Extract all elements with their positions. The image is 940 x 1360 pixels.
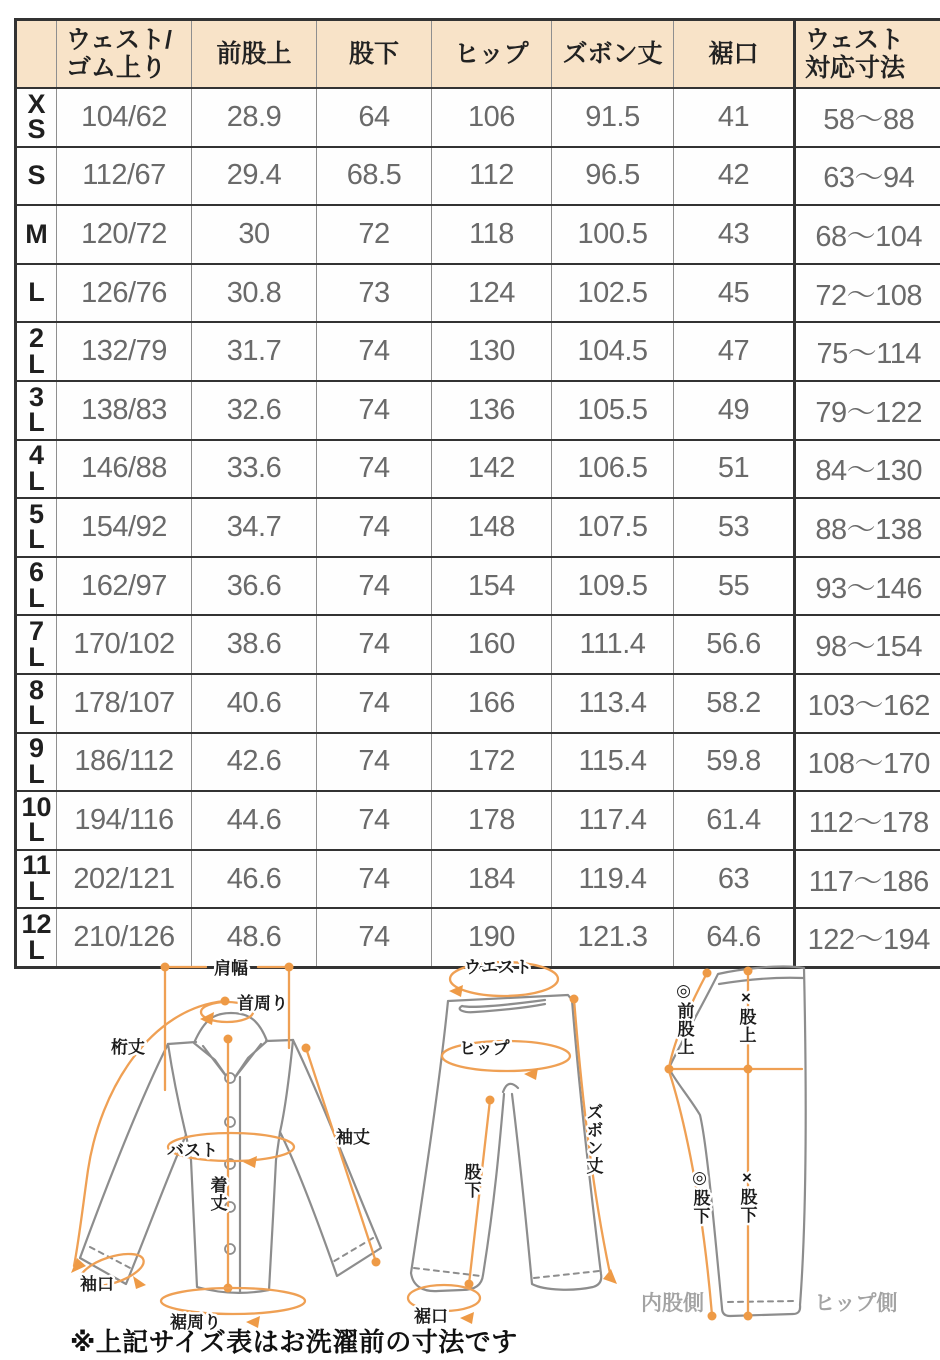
measure-dot xyxy=(372,1258,381,1267)
column-header: 股下 xyxy=(317,20,432,89)
sleeve-length-line xyxy=(306,1048,376,1262)
pants-waistband-detail xyxy=(460,1000,545,1012)
arrowhead xyxy=(603,1269,617,1284)
inseam-label: 股下 xyxy=(461,1163,481,1199)
measurement-cell: 32.6 xyxy=(192,381,317,440)
measurement-cell: 45 xyxy=(674,264,795,323)
measurement-cell: 28.9 xyxy=(192,88,317,147)
hem-around-label: 裾周り xyxy=(170,1313,221,1332)
measurement-cell: 74 xyxy=(317,615,432,674)
measurement-cell: 148 xyxy=(432,498,552,557)
size-label: L xyxy=(16,264,57,323)
size-label: 3 L xyxy=(16,381,57,440)
measurement-cell: 74 xyxy=(317,322,432,381)
measurement-cell: 74 xyxy=(317,440,432,499)
measurement-cell: 115.4 xyxy=(552,733,674,792)
measurement-cell: 55 xyxy=(674,557,795,616)
measurement-cell: 172 xyxy=(432,733,552,792)
measurement-cell: 33.6 xyxy=(192,440,317,499)
table-row xyxy=(16,557,940,616)
measurement-cell: 105.5 xyxy=(552,381,674,440)
measurement-cell: 42 xyxy=(674,147,795,206)
column-header: 裾口 xyxy=(674,20,795,89)
measurement-cell: 112/67 xyxy=(57,147,192,206)
measurement-cell: 68.5 xyxy=(317,147,432,206)
measurement-cell: 112〜178 xyxy=(795,791,940,850)
measurement-cell: 34.7 xyxy=(192,498,317,557)
measurement-cell: 117.4 xyxy=(552,791,674,850)
table-row xyxy=(16,615,940,674)
measurement-cell: 100.5 xyxy=(552,205,674,264)
inseam-x-label: ×股下 xyxy=(737,1168,757,1224)
size-label: 6 L xyxy=(16,557,57,616)
pants-side-diagram xyxy=(641,967,897,1321)
size-label: 9 L xyxy=(16,733,57,792)
table-row xyxy=(16,147,940,206)
measurement-cell: 38.6 xyxy=(192,615,317,674)
table-row xyxy=(16,440,940,499)
measurement-cell: 41 xyxy=(674,88,795,147)
measurement-cell: 63〜94 xyxy=(795,147,940,206)
table-row xyxy=(16,674,940,733)
measurement-cell: 96.5 xyxy=(552,147,674,206)
measurement-cell: 53 xyxy=(674,498,795,557)
measurement-cell: 190 xyxy=(432,908,552,967)
measurement-cell: 178 xyxy=(432,791,552,850)
measurement-cell: 58〜88 xyxy=(795,88,940,147)
shirt-button xyxy=(225,1202,235,1212)
measurement-cell: 88〜138 xyxy=(795,498,940,557)
measurement-cell: 111.4 xyxy=(552,615,674,674)
table-row xyxy=(16,322,940,381)
measurement-cell: 56.6 xyxy=(674,615,795,674)
hip-label: ヒップ xyxy=(459,1039,510,1058)
sleeve-length-label: 袖丈 xyxy=(336,1128,370,1147)
measurement-cell: 29.4 xyxy=(192,147,317,206)
column-header: ヒップ xyxy=(432,20,552,89)
column-header: ウェスト/ ゴム上り xyxy=(57,20,192,89)
measurement-cell: 106.5 xyxy=(552,440,674,499)
table-row xyxy=(16,733,940,792)
measure-dot xyxy=(665,1065,674,1074)
measurement-cell: 138/83 xyxy=(57,381,192,440)
column-header: 前股上 xyxy=(192,20,317,89)
measure-dot xyxy=(570,995,579,1004)
measurement-cell: 61.4 xyxy=(674,791,795,850)
size-label: 7 L xyxy=(16,615,57,674)
measurement-cell: 74 xyxy=(317,381,432,440)
hip-side-label: ヒップ側 xyxy=(814,1292,898,1315)
measure-dot xyxy=(285,963,294,972)
measurement-cell: 210/126 xyxy=(57,908,192,967)
measurement-cell: 121.3 xyxy=(552,908,674,967)
measurement-cell: 59.8 xyxy=(674,733,795,792)
corner-cell xyxy=(16,20,57,89)
shirt-button xyxy=(225,1244,235,1254)
size-label: 4 L xyxy=(16,440,57,499)
measurement-cell: 194/116 xyxy=(57,791,192,850)
measurement-cell: 166 xyxy=(432,674,552,733)
measure-dot xyxy=(221,997,230,1006)
measurement-cell: 107.5 xyxy=(552,498,674,557)
measurement-cell: 132/79 xyxy=(57,322,192,381)
size-label: 12 L xyxy=(16,908,57,967)
size-label: X S xyxy=(16,88,57,147)
measurement-cell: 124 xyxy=(432,264,552,323)
body-length-label: 着丈 xyxy=(207,1176,227,1212)
shirt-diagram xyxy=(71,958,381,1332)
measurement-cell: 31.7 xyxy=(192,322,317,381)
measurement-cell: 170/102 xyxy=(57,615,192,674)
size-label: M xyxy=(16,205,57,264)
shirt-left-sleeve xyxy=(80,1044,186,1284)
measurement-cell: 186/112 xyxy=(57,733,192,792)
rise-label: ×股上 xyxy=(736,988,756,1044)
measurement-cell: 73 xyxy=(317,264,432,323)
measure-dot xyxy=(744,1065,753,1074)
measurement-cell: 47 xyxy=(674,322,795,381)
measurement-diagrams xyxy=(0,945,940,1345)
measurement-cell: 74 xyxy=(317,908,432,967)
shirt-right-sleeve xyxy=(280,1040,381,1276)
size-label: 11 L xyxy=(16,850,57,909)
measurement-cell: 154/92 xyxy=(57,498,192,557)
size-label: 10 L xyxy=(16,791,57,850)
cuff-label: 袖口 xyxy=(80,1275,114,1294)
front-rise-label: ◎前股上 xyxy=(674,981,694,1056)
measurement-cell: 42.6 xyxy=(192,733,317,792)
measure-dot xyxy=(486,1096,495,1105)
measurement-cell: 58.2 xyxy=(674,674,795,733)
measurement-cell: 91.5 xyxy=(552,88,674,147)
shoulder-width-label: 肩幅 xyxy=(214,959,248,978)
table-row xyxy=(16,791,940,850)
measurement-cell: 75〜114 xyxy=(795,322,940,381)
measurement-cell: 202/121 xyxy=(57,850,192,909)
shirt-button xyxy=(225,1117,235,1127)
measurement-cell: 40.6 xyxy=(192,674,317,733)
size-label: 8 L xyxy=(16,674,57,733)
measurement-cell: 46.6 xyxy=(192,850,317,909)
measurement-cell: 98〜154 xyxy=(795,615,940,674)
measurement-cell: 74 xyxy=(317,557,432,616)
pants-front-diagram xyxy=(408,958,617,1326)
table-row xyxy=(16,850,940,909)
measurement-cell: 74 xyxy=(317,498,432,557)
measurement-cell: 36.6 xyxy=(192,557,317,616)
measurement-cell: 178/107 xyxy=(57,674,192,733)
measurement-cell: 68〜104 xyxy=(795,205,940,264)
measurement-cell: 43 xyxy=(674,205,795,264)
measurement-cell: 106 xyxy=(432,88,552,147)
measurement-cell: 160 xyxy=(432,615,552,674)
pants-side-hem-dashed xyxy=(728,1301,796,1302)
measurement-cell: 49 xyxy=(674,381,795,440)
waist-label: ウエスト xyxy=(464,958,532,977)
measurement-cell: 117〜186 xyxy=(795,850,940,909)
table-row xyxy=(16,264,940,323)
size-label: 2 L xyxy=(16,322,57,381)
column-header: ウェスト 対応寸法 xyxy=(795,20,940,89)
table-header-row xyxy=(16,20,940,89)
measurement-cell: 74 xyxy=(317,674,432,733)
measurement-cell: 118 xyxy=(432,205,552,264)
measure-dot xyxy=(224,1035,233,1044)
measurement-cell: 30.8 xyxy=(192,264,317,323)
measure-dot xyxy=(161,963,170,972)
neck-label: 首周り xyxy=(237,994,288,1013)
measurement-cell: 162/97 xyxy=(57,557,192,616)
measurement-cell: 64 xyxy=(317,88,432,147)
table-row xyxy=(16,205,940,264)
measurement-cell: 108〜170 xyxy=(795,733,940,792)
table-row xyxy=(16,381,940,440)
measure-dot xyxy=(744,967,753,976)
measurement-cell: 146/88 xyxy=(57,440,192,499)
measurement-cell: 84〜130 xyxy=(795,440,940,499)
measurement-cell: 119.4 xyxy=(552,850,674,909)
measure-dot xyxy=(703,969,712,978)
yuki-label: 桁丈 xyxy=(111,1038,145,1057)
pants-right-hem-dashed xyxy=(534,1271,599,1278)
measurement-cell: 120/72 xyxy=(57,205,192,264)
table-row xyxy=(16,88,940,147)
measurement-cell: 104/62 xyxy=(57,88,192,147)
measure-dot xyxy=(708,1312,717,1321)
bust-label: バスト xyxy=(167,1141,218,1160)
measurement-cell: 44.6 xyxy=(192,791,317,850)
inseam-double-circle-label: ◎股下 xyxy=(690,1168,710,1225)
measurement-cell: 48.6 xyxy=(192,908,317,967)
size-label: S xyxy=(16,147,57,206)
pants-crotch-detail xyxy=(503,1084,518,1092)
measurement-cell: 74 xyxy=(317,791,432,850)
inner-side-label: 内股側 xyxy=(641,1292,704,1315)
measurement-cell: 184 xyxy=(432,850,552,909)
measurement-cell: 112 xyxy=(432,147,552,206)
arrowhead xyxy=(133,1276,146,1289)
measurement-cell: 74 xyxy=(317,733,432,792)
measurement-cell: 103〜162 xyxy=(795,674,940,733)
arrowhead xyxy=(243,1156,257,1168)
measurement-cell: 64.6 xyxy=(674,908,795,967)
measurement-cell: 30 xyxy=(192,205,317,264)
size-label: 5 L xyxy=(16,498,57,557)
measure-dot xyxy=(744,1312,753,1321)
column-header: ズボン丈 xyxy=(552,20,674,89)
measure-dot xyxy=(302,1044,311,1053)
measurement-cell: 72 xyxy=(317,205,432,264)
measurement-cell: 79〜122 xyxy=(795,381,940,440)
measurement-cell: 104.5 xyxy=(552,322,674,381)
measurement-cell: 109.5 xyxy=(552,557,674,616)
measurement-cell: 126/76 xyxy=(57,264,192,323)
measurement-cell: 102.5 xyxy=(552,264,674,323)
hem-opening-label: 裾口 xyxy=(414,1307,448,1326)
shirt-button xyxy=(225,1073,235,1083)
table-row xyxy=(16,498,940,557)
measurement-cell: 74 xyxy=(317,850,432,909)
measurement-cell: 93〜146 xyxy=(795,557,940,616)
size-table xyxy=(14,18,940,969)
measurement-cell: 63 xyxy=(674,850,795,909)
measurement-cell: 122〜194 xyxy=(795,908,940,967)
measurement-cell: 113.4 xyxy=(552,674,674,733)
measurement-cell: 142 xyxy=(432,440,552,499)
measurement-cell: 72〜108 xyxy=(795,264,940,323)
pre-wash-note: ※上記サイズ表はお洗濯前の寸法です xyxy=(70,1327,518,1357)
measurement-cell: 154 xyxy=(432,557,552,616)
shirt-right-cuff-dashed xyxy=(331,1238,373,1263)
measurement-cell: 136 xyxy=(432,381,552,440)
measurement-cell: 51 xyxy=(674,440,795,499)
measurement-cell: 130 xyxy=(432,322,552,381)
pants-length-label: ズボン丈 xyxy=(583,1103,603,1175)
